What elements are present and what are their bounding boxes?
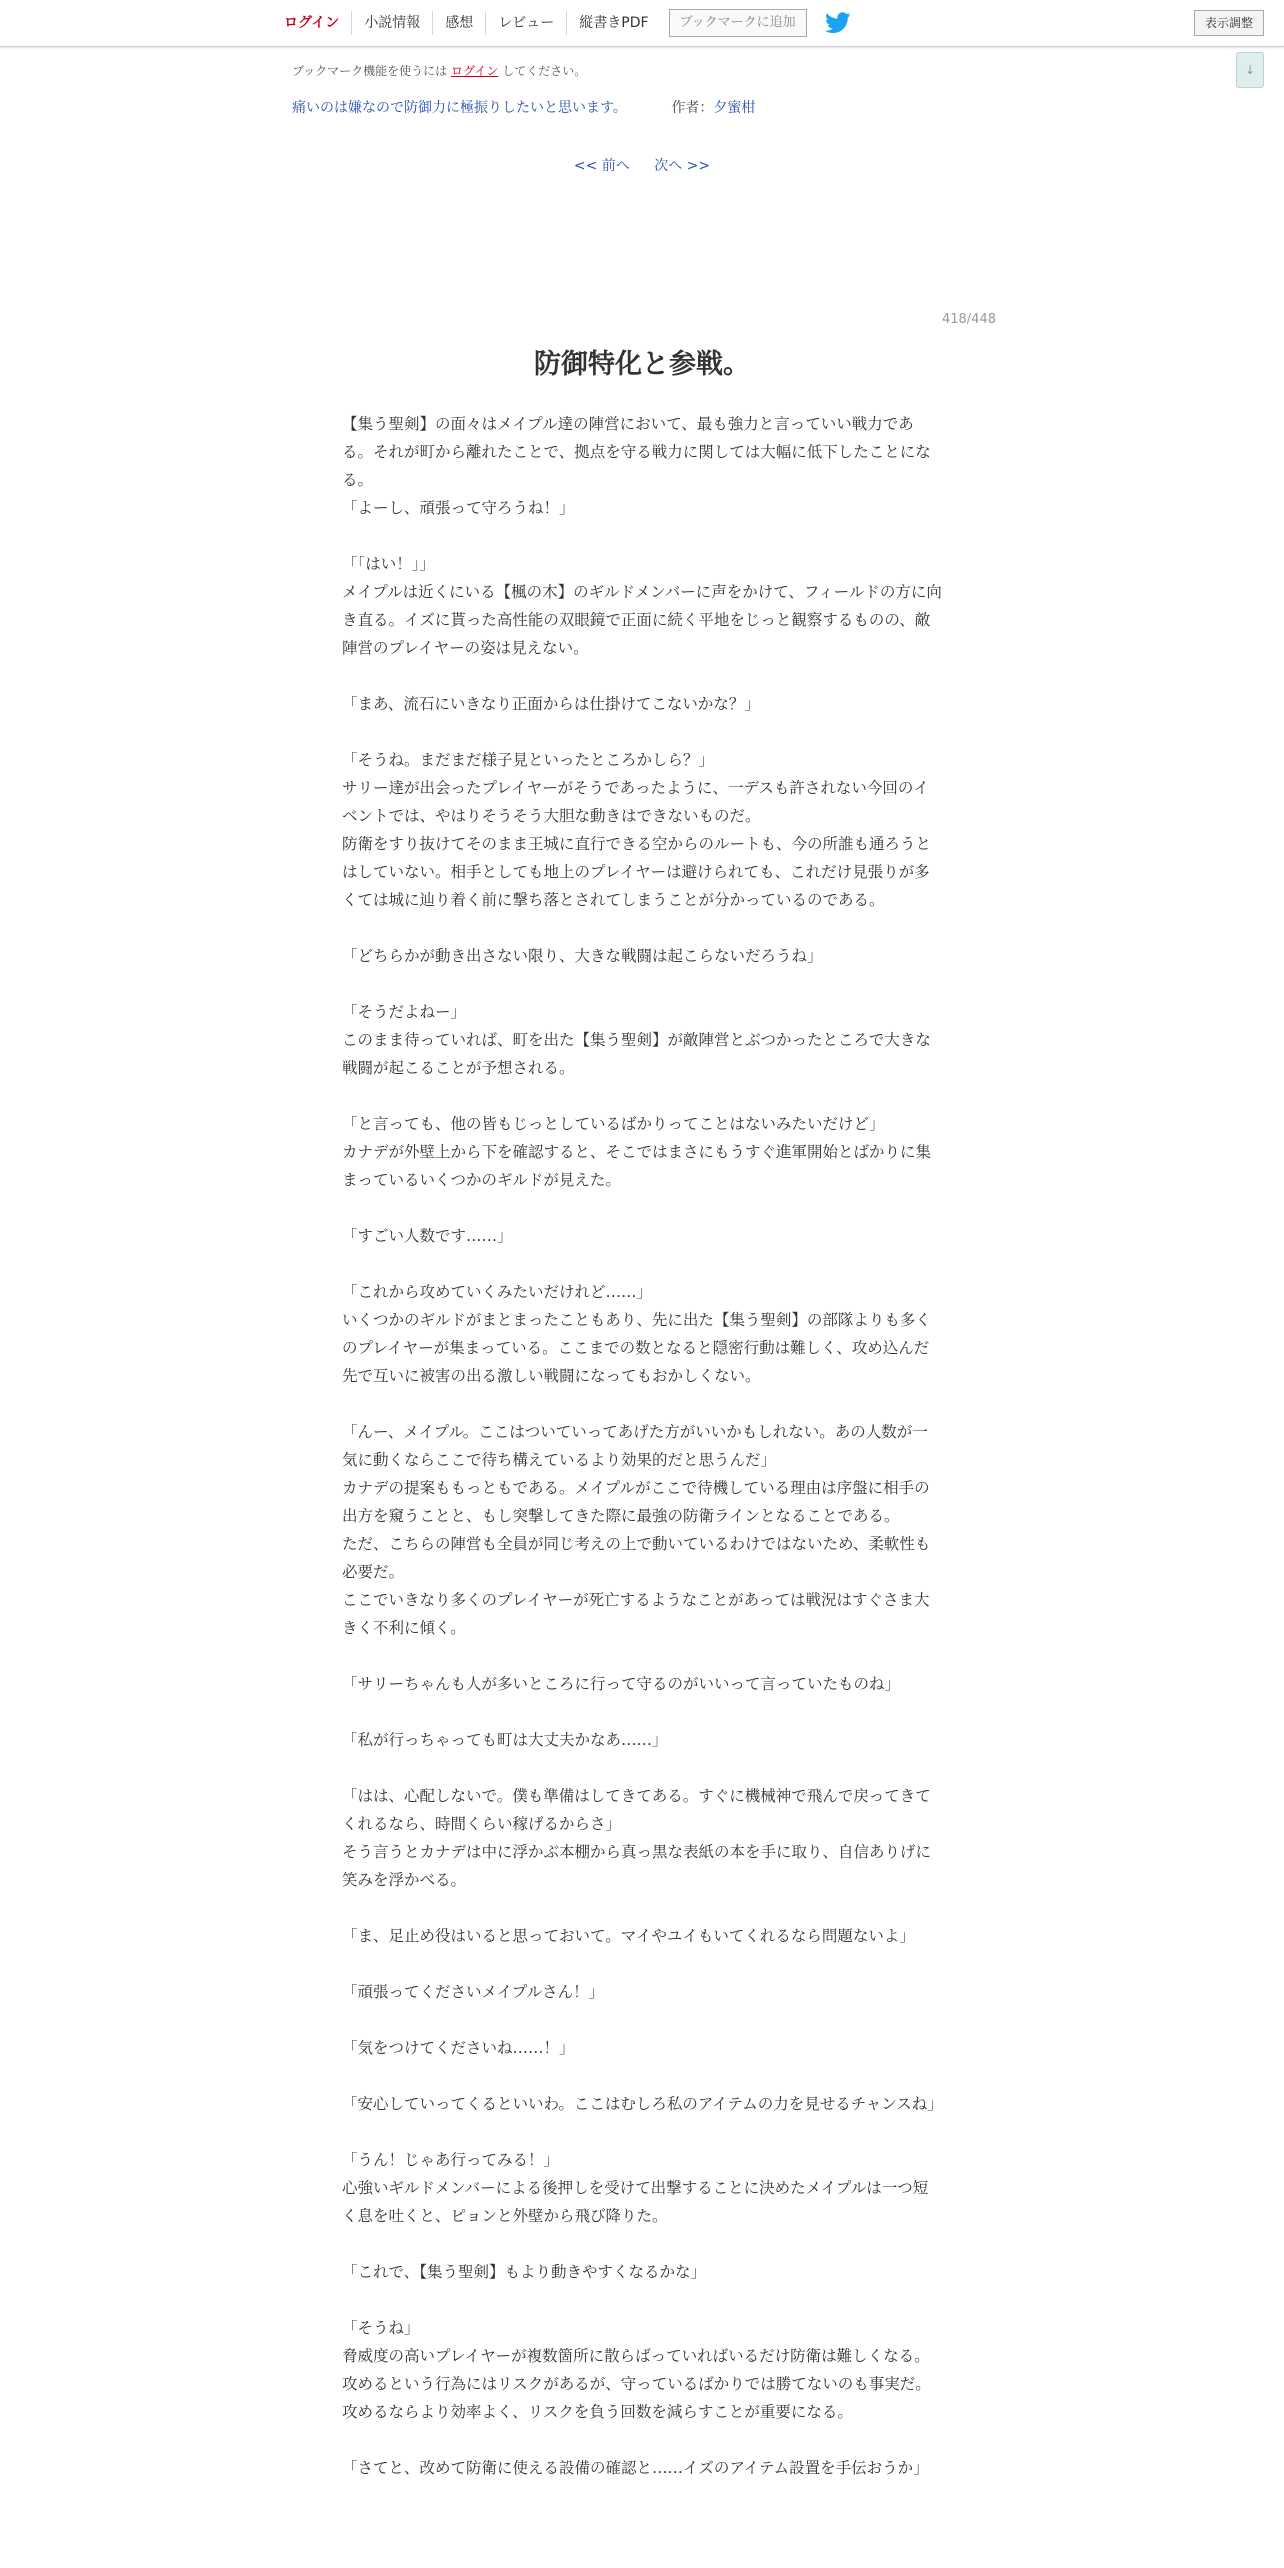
body-paragraph: そう言うとカナデは中に浮かぶ本棚から真っ黒な表紙の本を手に取り、自信ありげに笑みを浮かべる。 bbox=[342, 1843, 932, 1889]
body-paragraph: 攻めるという行為にはリスクがあるが、守っているばかりでは勝てないのも事実だ。攻めるならより効率よく、リスクを負う回数を減らすことが重要になる。 bbox=[342, 2375, 931, 2421]
novel-body bbox=[342, 410, 942, 2482]
body-paragraph bbox=[342, 914, 942, 942]
chapter-pager bbox=[0, 155, 1284, 175]
bookmark-login-notice bbox=[292, 62, 586, 79]
body-paragraph: カナデの提案ももっともである。メイプルがここで待機している理由は序盤に相手の出方を窺うことと、もし突撃してきた際に最強の防衛ラインとなることである。 bbox=[342, 1479, 930, 1525]
notice-text-after: してください。 bbox=[498, 64, 587, 78]
body-paragraph bbox=[342, 2062, 942, 2090]
body-paragraph: メイプルは近くにいる【楓の木】のギルドメンバーに声をかけて、フィールドの方に向き直る。イズに貰った高性能の双眼鏡で正面に続く平地をじっと観察するものの、敵陣営のプレイヤーの姿は見えない。 bbox=[342, 583, 942, 657]
body-paragraph: 「これから攻めていくみたいだけれど……」 bbox=[342, 1283, 653, 1301]
body-paragraph bbox=[342, 1082, 942, 1110]
body-paragraph bbox=[342, 1894, 942, 1922]
body-paragraph bbox=[342, 2286, 942, 2314]
body-paragraph: 「と言っても、他の皆もじっとしているばかりってことはないみたいだけど」 bbox=[342, 1115, 885, 1133]
body-paragraph bbox=[342, 1698, 942, 1726]
body-paragraph bbox=[342, 2426, 942, 2454]
body-paragraph: 「そうね」 bbox=[342, 2319, 420, 2337]
novel-title-link[interactable]: 痛いのは嫌なので防御力に極振りしたいと思います。 bbox=[292, 100, 627, 116]
body-paragraph: 「頑張ってくださいメイプルさん！」 bbox=[342, 1983, 605, 2001]
body-paragraph: 脅威度の高いプレイヤーが複数箇所に散らばっていればいるだけ防衛は難しくなる。 bbox=[342, 2347, 930, 2365]
body-paragraph: ここでいきなり多くのプレイヤーが死亡するようなことがあっては戦況はすぐさま大きく不利に傾く。 bbox=[342, 1591, 930, 1637]
chapter-number: 418/448 bbox=[941, 312, 996, 327]
body-paragraph: いくつかのギルドがまとまったこともあり、先に出た【集う聖剣】の部隊よりも多くのプレイヤーが集まっている。ここまでの数となると隠密行動は難しく、攻め込んだ先で互いに被害の出る激しい戦闘になってもおかしくない。 bbox=[342, 1311, 931, 1385]
body-paragraph: 「まあ、流石にいきなり正面からは仕掛けてこないかな？」 bbox=[342, 695, 760, 713]
nav-vertical-pdf-link[interactable]: 縦書きPDF bbox=[566, 11, 660, 35]
prev-chapter-link[interactable]: << 前へ bbox=[573, 158, 630, 174]
body-paragraph: 「そうね。まだまだ様子見といったところかしら？」 bbox=[342, 751, 715, 769]
body-paragraph: このまま待っていれば、町を出た【集う聖剣】が敵陣営とぶつかったところで大きな戦闘が起こることが予想される。 bbox=[342, 1031, 931, 1077]
body-paragraph bbox=[342, 2006, 942, 2034]
body-paragraph bbox=[342, 2230, 942, 2258]
body-paragraph: ただ、こちらの陣営も全員が同じ考えの上で動いているわけではないため、柔軟性も必要だ。 bbox=[342, 1535, 931, 1581]
body-paragraph: 「うん！じゃあ行ってみる！」 bbox=[342, 2151, 560, 2169]
next-chapter-link[interactable]: 次へ >> bbox=[654, 158, 711, 174]
body-paragraph bbox=[342, 1390, 942, 1418]
body-paragraph: 「安心していってくるといいわ。ここはむしろ私のアイテムの力を見せるチャンスね」 bbox=[342, 2095, 943, 2113]
nav-novel-info-link[interactable]: 小説情報 bbox=[351, 11, 432, 35]
body-paragraph: 「はは、心配しないで。僕も準備はしてきてある。すぐに機械神で飛んで戻ってきてくれるなら、時間くらい稼げるからさ」 bbox=[342, 1787, 931, 1833]
body-paragraph bbox=[342, 2118, 942, 2146]
body-paragraph: 「「はい！」」 bbox=[342, 555, 436, 573]
body-paragraph bbox=[342, 662, 942, 690]
notice-text-before: ブックマーク機能を使うには bbox=[292, 64, 451, 78]
body-paragraph: 「どちらかが動き出さない限り、大きな戦闘は起こらないだろうね」 bbox=[342, 947, 823, 965]
author-label: 作者： bbox=[671, 100, 714, 116]
body-paragraph: 「私が行っちゃっても町は大丈夫かなあ……」 bbox=[342, 1731, 668, 1749]
body-paragraph: 【集う聖剣】の面々はメイプル達の陣営において、最も強力と言っていい戦力である。それが町から離れたことで、拠点を守る戦力に関しては大幅に低下したことになる。 bbox=[342, 415, 931, 489]
chapter-title: 防御特化と参戦。 bbox=[534, 349, 750, 380]
add-bookmark-button[interactable]: ブックマークに追加 bbox=[669, 9, 807, 37]
body-paragraph bbox=[342, 1194, 942, 1222]
body-paragraph: カナデが外壁上から下を確認すると、そこではまさにもうすぐ進軍開始とばかりに集まっているいくつかのギルドが見えた。 bbox=[342, 1143, 932, 1189]
body-paragraph: 「そうだよねー」 bbox=[342, 1003, 467, 1021]
body-paragraph: 「んー、メイプル。ここはついていってあげた方がいいかもしれない。あの人数が一気に動くならここで待ち構えているより効果的だと思うんだ」 bbox=[342, 1423, 928, 1469]
body-paragraph: 「気をつけてくださいね……！」 bbox=[342, 2039, 575, 2057]
top-header bbox=[0, 0, 1284, 47]
body-paragraph bbox=[342, 1950, 942, 1978]
body-paragraph: サリー達が出会ったプレイヤーがそうであったように、一デスも許されない今回のイベントでは、やはりそうそう大胆な動きはできないものだ。 bbox=[342, 779, 929, 825]
body-paragraph bbox=[342, 1754, 942, 1782]
body-paragraph: 「すごい人数です……」 bbox=[342, 1227, 513, 1245]
author-name-link[interactable]: 夕蜜柑 bbox=[713, 100, 756, 116]
nav-impressions-link[interactable]: 感想 bbox=[432, 11, 485, 35]
novel-header bbox=[292, 97, 755, 117]
body-paragraph bbox=[342, 1250, 942, 1278]
body-paragraph: 「これで、【集う聖剣】もより動きやすくなるかな」 bbox=[342, 2263, 706, 2281]
header-nav bbox=[272, 0, 851, 46]
scroll-down-button[interactable]: ↓ bbox=[1236, 52, 1264, 88]
body-paragraph bbox=[342, 970, 942, 998]
body-paragraph: 「さてと、改めて防衛に使える設備の確認と……イズのアイテム設置を手伝おうか」 bbox=[342, 2459, 929, 2477]
display-settings-button[interactable]: 表示調整 bbox=[1194, 10, 1264, 36]
body-paragraph: 「よーし、頑張って守ろうね！」 bbox=[342, 499, 575, 517]
nav-review-link[interactable]: レビュー bbox=[485, 11, 566, 35]
body-paragraph bbox=[342, 1642, 942, 1670]
body-paragraph bbox=[342, 718, 942, 746]
body-paragraph: 心強いギルドメンバーによる後押しを受けて出撃することに決めたメイプルは一つ短く息を吐くと、ピョンと外壁から飛び降りた。 bbox=[342, 2179, 929, 2225]
body-paragraph: 「サリーちゃんも人が多いところに行って守るのがいいって言っていたものね」 bbox=[342, 1675, 901, 1693]
twitter-bird-icon[interactable] bbox=[825, 12, 851, 34]
body-paragraph: 防衛をすり抜けてそのまま王城に直行できる空からのルートも、今の所誰も通ろうとはしていない。相手としても地上のプレイヤーは避けられても、これだけ見張りが多くては城に辿り着く前に撃ち落とされてしまうことが分かっているのである。 bbox=[342, 835, 932, 909]
body-paragraph: 「ま、足止め役はいると思っておいて。マイやユイもいてくれるなら問題ないよ」 bbox=[342, 1927, 915, 1945]
notice-login-link[interactable]: ログイン bbox=[450, 64, 499, 78]
body-paragraph bbox=[342, 522, 942, 550]
nav-login-link[interactable]: ログイン bbox=[284, 15, 340, 31]
